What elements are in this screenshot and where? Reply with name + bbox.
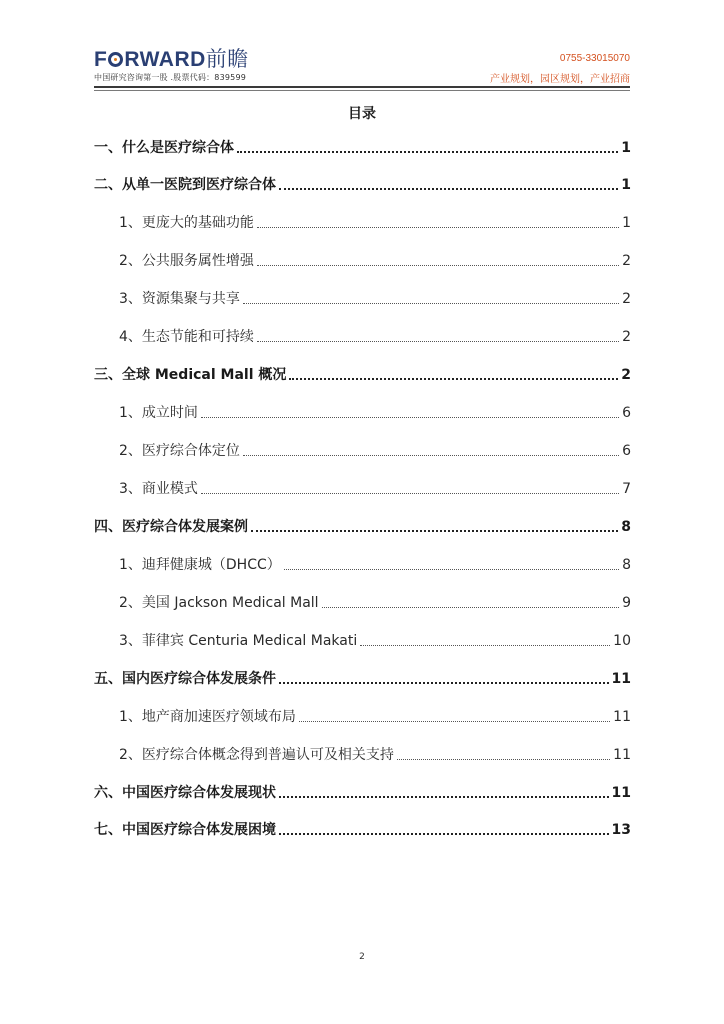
dot-leader xyxy=(237,151,618,153)
toc-entry-text: 五、国内医疗综合体发展条件 xyxy=(94,671,276,687)
toc-entry-page: 2 xyxy=(622,329,631,345)
dot-leader xyxy=(289,378,618,380)
dot-leader xyxy=(257,227,619,228)
toc-entry-page: 11 xyxy=(613,709,631,725)
toc-entry-page: 9 xyxy=(622,595,631,611)
dot-leader xyxy=(251,530,618,532)
toc-entry[interactable] xyxy=(94,745,631,765)
logo-o-icon xyxy=(108,52,123,67)
toc-entry-page: 10 xyxy=(613,633,631,649)
toc-entry-page: 1 xyxy=(621,177,631,193)
dot-leader xyxy=(279,833,609,835)
dot-leader xyxy=(243,455,619,456)
toc-entry[interactable] xyxy=(94,327,631,347)
toc-entry-page: 2 xyxy=(622,291,631,307)
toc-entry-text: 4、生态节能和可持续 xyxy=(119,329,254,345)
dot-leader xyxy=(299,721,610,722)
header-slogan: 产业规划，园区规划，产业招商 xyxy=(490,74,630,85)
toc-entry-page: 8 xyxy=(622,557,631,573)
toc-entry[interactable] xyxy=(94,707,631,727)
toc-entry-text: 3、商业模式 xyxy=(119,481,198,497)
logo-text-cn: 前瞻 xyxy=(205,48,249,71)
toc-entry-text: 1、地产商加速医疗领域布局 xyxy=(119,709,296,725)
dot-leader xyxy=(279,682,609,684)
toc-entry[interactable] xyxy=(94,783,631,803)
toc-entry[interactable] xyxy=(94,251,631,271)
forward-logo xyxy=(94,50,249,70)
toc-entry-text: 一、什么是医疗综合体 xyxy=(94,140,234,156)
toc-entry[interactable] xyxy=(94,289,631,309)
toc-entry-page: 11 xyxy=(611,785,631,801)
toc-entry-page: 8 xyxy=(621,519,631,535)
toc-entry[interactable] xyxy=(94,403,631,423)
dot-leader xyxy=(201,417,619,418)
toc-entry-page: 11 xyxy=(611,671,631,687)
toc-entry[interactable] xyxy=(94,175,631,195)
dot-leader xyxy=(284,569,619,570)
toc-entry[interactable] xyxy=(94,820,631,840)
toc-entry-text: 2、医疗综合体概念得到普遍认可及相关支持 xyxy=(119,747,394,763)
dot-leader xyxy=(243,303,619,304)
toc-entry-page: 1 xyxy=(621,140,631,156)
toc-title: 目录 xyxy=(348,106,376,122)
toc-entry-text: 四、医疗综合体发展案例 xyxy=(94,519,248,535)
toc-entry-text: 2、医疗综合体定位 xyxy=(119,443,240,459)
toc-entry-text: 2、美国 Jackson Medical Mall xyxy=(119,595,319,611)
toc-entry[interactable] xyxy=(94,479,631,499)
dot-leader xyxy=(397,759,610,760)
toc-entry[interactable] xyxy=(94,441,631,461)
toc-entry[interactable] xyxy=(94,213,631,233)
toc-entry[interactable] xyxy=(94,631,631,651)
toc-entry-page: 6 xyxy=(622,405,631,421)
toc-entry-text: 1、成立时间 xyxy=(119,405,198,421)
toc-entry-text: 1、迪拜健康城（DHCC） xyxy=(119,557,281,573)
logo-text-rward: RWARD xyxy=(124,48,206,71)
logo-text-f: F xyxy=(94,48,108,71)
page-number: 2 xyxy=(359,952,365,962)
toc-entry-text: 二、从单一医院到医疗综合体 xyxy=(94,177,276,193)
toc-entry-text: 3、资源集聚与共享 xyxy=(119,291,240,307)
toc-entry-page: 13 xyxy=(611,822,631,838)
toc-entry[interactable] xyxy=(94,555,631,575)
dot-leader xyxy=(201,493,619,494)
dot-leader xyxy=(279,188,618,190)
toc-entry-page: 6 xyxy=(622,443,631,459)
dot-leader xyxy=(257,341,619,342)
page-header xyxy=(0,0,724,100)
dot-leader xyxy=(279,796,609,798)
company-tagline: 中国研究咨询第一股 .股票代码：839599 xyxy=(94,73,247,82)
toc-entry-page: 11 xyxy=(613,747,631,763)
toc-entry-text: 1、更庞大的基础功能 xyxy=(119,215,254,231)
toc-entry-page: 2 xyxy=(621,367,631,383)
dot-leader xyxy=(360,645,610,646)
header-rule-thick xyxy=(94,86,630,88)
phone-number: 0755-33015070 xyxy=(559,53,630,64)
toc-entry[interactable] xyxy=(94,138,631,158)
dot-leader xyxy=(322,607,620,608)
toc-entry-text: 三、全球 Medical Mall 概况 xyxy=(94,367,287,383)
header-rule-thin xyxy=(94,90,630,91)
toc-entry-page: 2 xyxy=(622,253,631,269)
toc-entry[interactable] xyxy=(94,669,631,689)
toc-entry-page: 1 xyxy=(622,215,631,231)
toc-entry[interactable] xyxy=(94,593,631,613)
toc-entry-text: 六、中国医疗综合体发展现状 xyxy=(94,785,276,801)
toc-entry-text: 3、菲律宾 Centuria Medical Makati xyxy=(119,633,358,649)
dot-leader xyxy=(257,265,619,266)
toc-entry[interactable] xyxy=(94,365,631,385)
toc-entry-text: 七、中国医疗综合体发展困境 xyxy=(94,822,276,838)
toc-entry-page: 7 xyxy=(622,481,631,497)
toc-entry-text: 2、公共服务属性增强 xyxy=(119,253,254,269)
toc-entry[interactable] xyxy=(94,517,631,537)
